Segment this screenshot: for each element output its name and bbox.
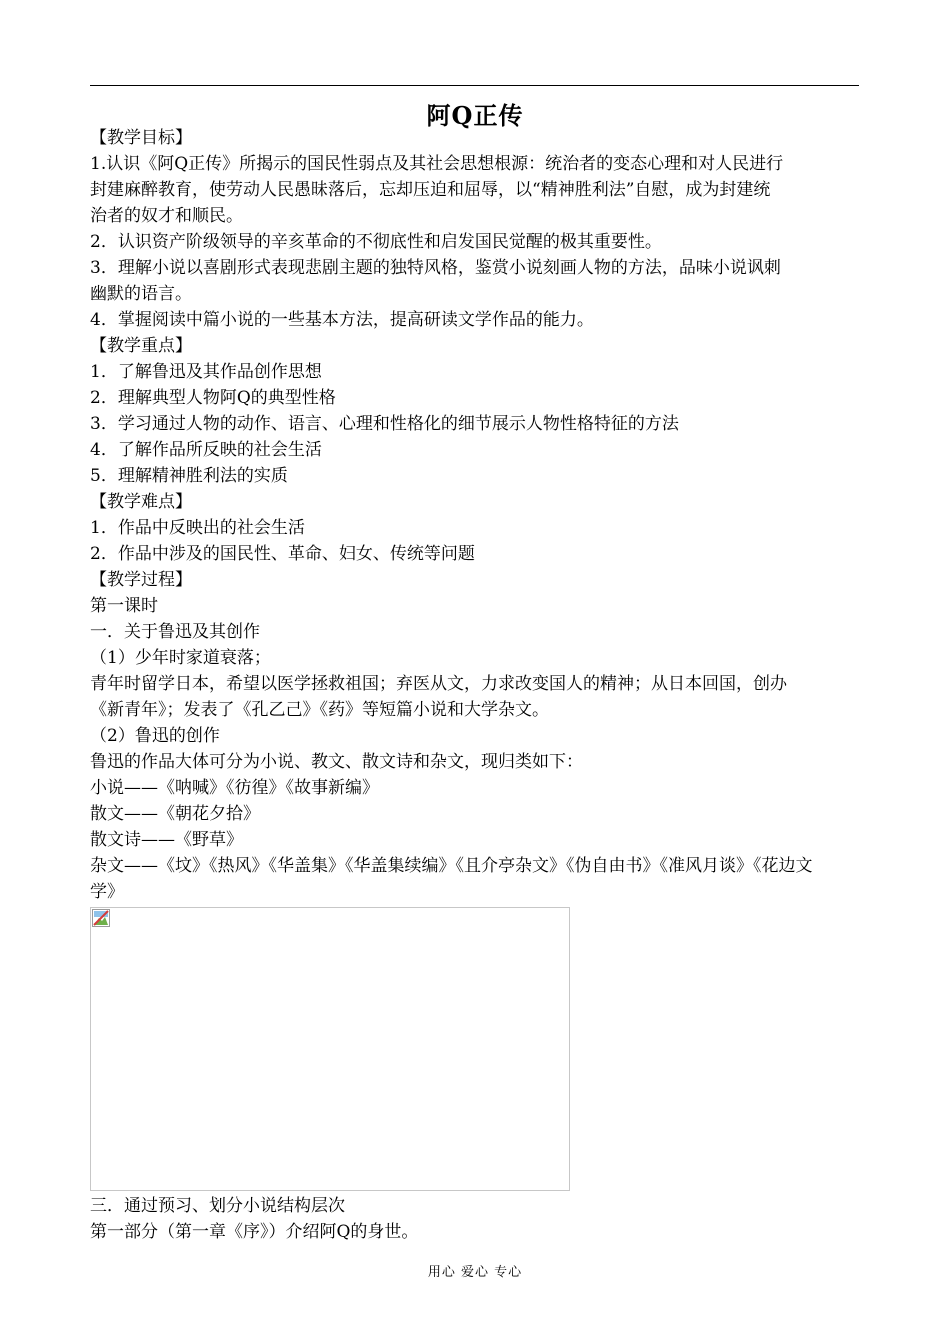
text-line: 封建麻醉教育，使劳动人民愚昧落后，忘却压迫和屈辱，以“精神胜利法”自慰，成为封建统 bbox=[90, 180, 771, 200]
text-line: 2．理解典型人物阿Q的典型性格 bbox=[90, 388, 336, 408]
text-line: 三．通过预习、划分小说结构层次 bbox=[90, 1196, 345, 1216]
text-line: 《新青年》；发表了《孔乙己》《药》等短篇小说和大学杂文。 bbox=[90, 700, 549, 720]
text-line: 第一课时 bbox=[90, 596, 158, 616]
text-line: 1.认识《阿Q正传》所揭示的国民性弱点及其社会思想根源：统治者的变态心理和对人民进行 bbox=[90, 154, 784, 174]
text-line: 【教学目标】 bbox=[90, 128, 192, 148]
text-line: 1．作品中反映出的社会生活 bbox=[90, 518, 305, 538]
image-placeholder bbox=[90, 907, 570, 1191]
text-line: 第一部分（第一章《序》）介绍阿Q的身世。 bbox=[90, 1222, 419, 1242]
text-line: 【教学难点】 bbox=[90, 492, 192, 512]
text-line: 【教学过程】 bbox=[90, 570, 192, 590]
body-text-after-image bbox=[90, 1193, 862, 1245]
text-line: 散文——《朝花夕拾》 bbox=[90, 804, 260, 824]
broken-image-icon bbox=[92, 909, 110, 927]
text-line: 幽默的语言。 bbox=[90, 284, 192, 304]
text-line: 2．作品中涉及的国民性、革命、妇女、传统等问题 bbox=[90, 544, 475, 564]
text-line: 4．掌握阅读中篇小说的一些基本方法，提高研读文学作品的能力。 bbox=[90, 310, 594, 330]
document-body bbox=[90, 125, 862, 1245]
document-title: 阿Q正传 bbox=[426, 101, 524, 130]
text-line: 一．关于鲁迅及其创作 bbox=[90, 622, 260, 642]
text-line: 治者的奴才和顺民。 bbox=[90, 206, 243, 226]
text-line: 3．学习通过人物的动作、语言、心理和性格化的细节展示人物性格特征的方法 bbox=[90, 414, 679, 434]
text-line: 1．了解鲁迅及其作品创作思想 bbox=[90, 362, 322, 382]
body-text-before-image bbox=[90, 125, 862, 905]
text-line: 3．理解小说以喜剧形式表现悲剧主题的独特风格，鉴赏小说刻画人物的方法，品味小说讽刺 bbox=[90, 258, 781, 278]
text-line: 青年时留学日本，希望以医学拯救祖国；弃医从文，力求改变国人的精神；从日本回国，创办 bbox=[90, 674, 787, 694]
text-line: 2．认识资产阶级领导的辛亥革命的不彻底性和启发国民觉醒的极其重要性。 bbox=[90, 232, 662, 252]
text-line: 【教学重点】 bbox=[90, 336, 192, 356]
text-line: 小说——《呐喊》《彷徨》《故事新编》 bbox=[90, 778, 379, 798]
text-line: 4．了解作品所反映的社会生活 bbox=[90, 440, 322, 460]
text-line: （1）少年时家道衰落； bbox=[90, 648, 271, 668]
text-line: 散文诗——《野草》 bbox=[90, 830, 243, 850]
text-line: 学》 bbox=[90, 882, 124, 902]
text-line: （2）鲁迅的创作 bbox=[90, 726, 220, 746]
text-line: 5．理解精神胜利法的实质 bbox=[90, 466, 288, 486]
page-footer: 用心 爱心 专心 bbox=[427, 1265, 523, 1280]
header-rule bbox=[90, 85, 859, 86]
text-line: 杂文——《坟》《热风》《华盖集》《华盖集续编》《且介亭杂文》《伪自由书》《准风月谈》《花边文 bbox=[90, 856, 813, 876]
text-line: 鲁迅的作品大体可分为小说、教文、散文诗和杂文，现归类如下： bbox=[90, 752, 583, 772]
